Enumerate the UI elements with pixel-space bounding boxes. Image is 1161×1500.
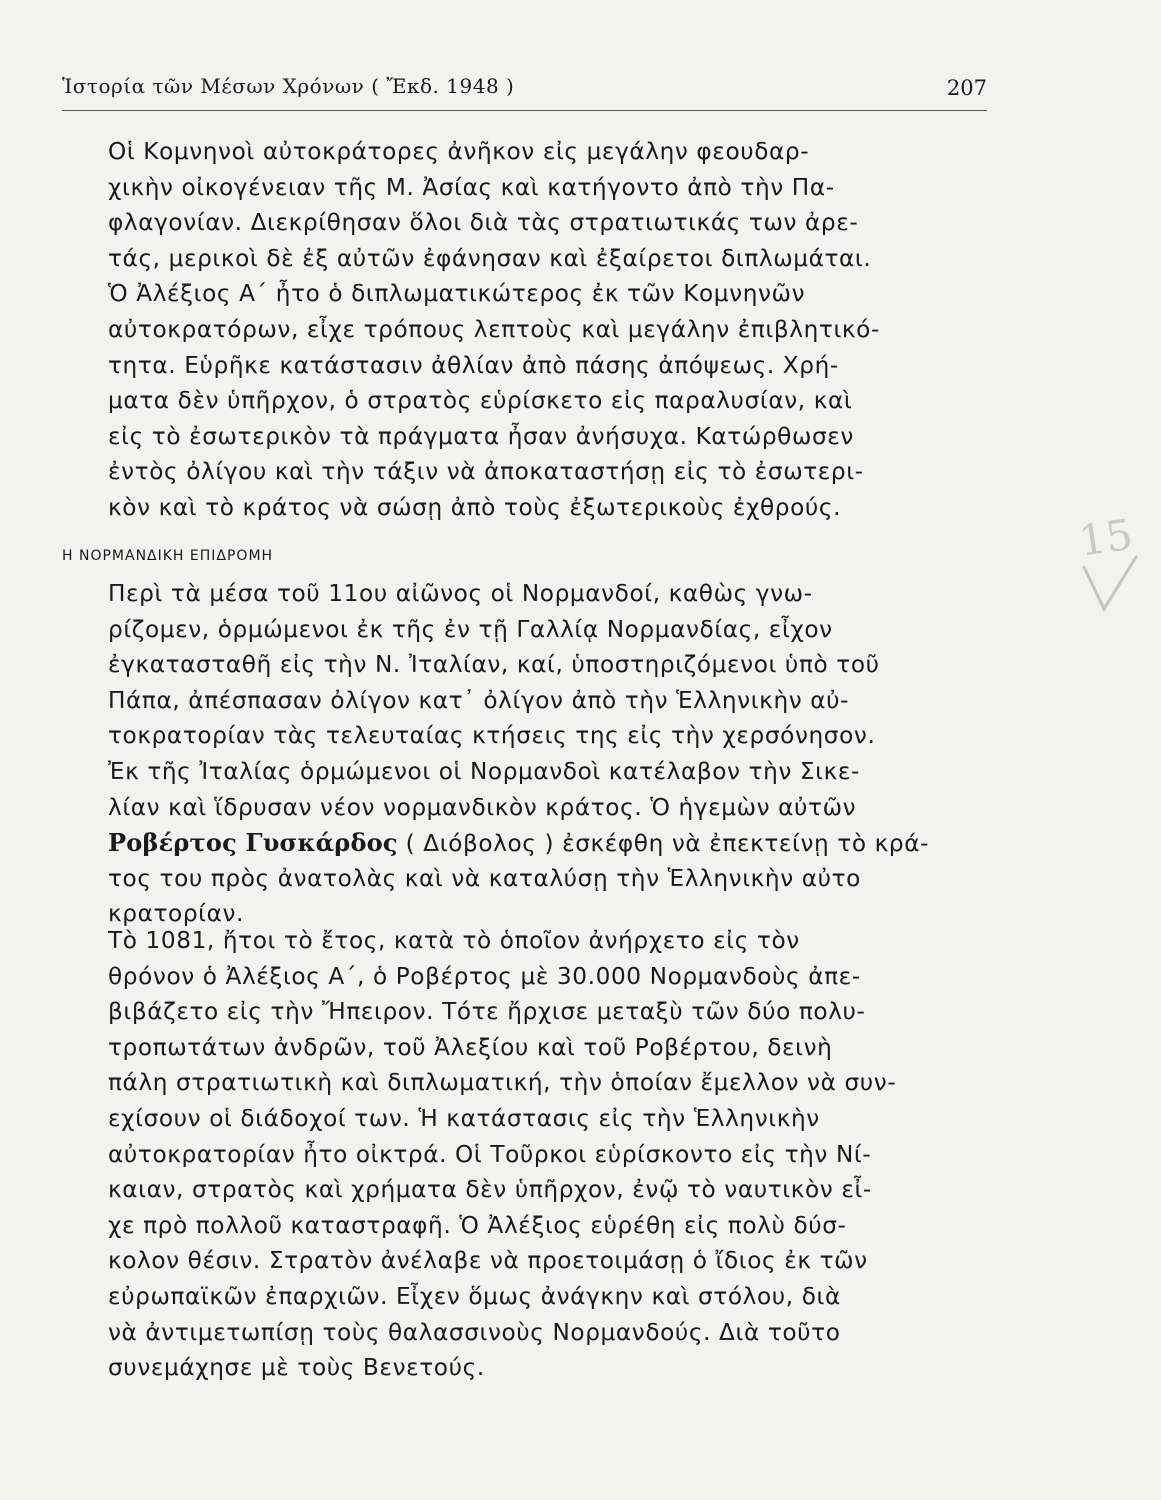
text-line-with-name	[108, 825, 980, 861]
paragraph-normans	[108, 576, 980, 932]
text-line: τος του πρὸς ἀνατολὰς καὶ νὰ καταλύσῃ τὴν Ἑλληνικὴν αὐτο	[108, 864, 861, 892]
text-line: κρατορίαν.	[108, 900, 244, 928]
text-line: τητα. Εὑρῆκε κατάστασιν ἀθλίαν ἀπὸ πάσης ἀπόψεως. Χρή-	[108, 351, 839, 379]
text-line: ἐντὸς ὀλίγου καὶ τὴν τάξιν νὰ ἀποκαταστήσῃ εἰς τὸ ἐσωτερι-	[108, 458, 864, 486]
text-line: συνεμάχησε μὲ τοὺς Βενετούς.	[108, 1354, 485, 1382]
text-span: ( Διόβολος ) ἐσκέφθη νὰ ἐπεκτείνῃ τὸ κρά-	[397, 830, 930, 858]
text-line: εὐρωπαϊκῶν ἐπαρχιῶν. Εἶχεν ὅμως ἀνάγκην καὶ στόλου, διὰ	[108, 1282, 841, 1310]
text-line: ρίζομεν, ὁρμώμενοι ἐκ τῆς ἐν τῇ Γαλλίᾳ Νορμανδίας, εἶχον	[108, 615, 833, 643]
text-line: χικὴν οἰκογένειαν τῆς Μ. Ἀσίας καὶ κατήγοντο ἀπὸ τὴν Πα-	[108, 173, 835, 201]
text-line: αὐτοκρατορίαν ἦτο οἰκτρά. Οἱ Τοῦρκοι εὑρίσκοντο εἰς τὴν Νί-	[108, 1140, 872, 1168]
paragraph-1081	[108, 923, 980, 1386]
text-line: τάς, μερικοὶ δὲ ἐξ αὐτῶν ἐφάνησαν καὶ ἐξαίρετοι διπλωμάται.	[108, 244, 872, 272]
text-line: κολον θέσιν. Στρατὸν ἀνέλαβε νὰ προετοιμάσῃ ὁ ἴδιος ἐκ τῶν	[108, 1247, 868, 1275]
text-line: τροπωτάτων ἀνδρῶν, τοῦ Ἀλεξίου καὶ τοῦ Ροβέρτου, δεινὴ	[108, 1033, 833, 1061]
section-heading: Η ΝΟΡΜΑΝΔΙΚΗ ΕΠΙΔΡΟΜΗ	[62, 548, 274, 564]
header-rule	[62, 110, 987, 111]
bold-name: Ροβέρτος Γυσκάρδος	[108, 828, 398, 858]
text-line: Ὁ Ἀλέξιος Α΄ ἦτο ὁ διπλωματικώτερος ἐκ τῶν Κομνηνῶν	[108, 280, 806, 308]
text-line: φλαγονίαν. Διεκρίθησαν ὅλοι διὰ τὰς στρατιωτικάς των ἀρε-	[108, 209, 859, 237]
running-title: Ἱστορία τῶν Μέσων Χρόνων ( Ἔκδ. 1948 )	[62, 74, 515, 98]
text-line: εχίσουν οἱ διάδοχοί των. Ἡ κατάστασις εἰς τὴν Ἑλληνικὴν	[108, 1104, 820, 1132]
check-mark	[1084, 557, 1136, 609]
text-line: Οἱ Κομνηνοὶ αὐτοκράτορες ἀνῆκον εἰς μεγάλην φεουδαρ-	[108, 138, 810, 165]
text-line: κὸν καὶ τὸ κράτος νὰ σώσῃ ἀπὸ τοὺς ἐξωτερικοὺς ἐχθρούς.	[108, 493, 842, 521]
text-line: Τὸ 1081, ἤτοι τὸ ἔτος, κατὰ τὸ ὁποῖον ἀνήρχετο εἰς τὸν	[108, 927, 800, 954]
text-line: νὰ ἀντιμετωπίσῃ τοὺς θαλασσινοὺς Νορμανδούς. Διὰ τοῦτο	[108, 1318, 841, 1346]
text-line: Πάπα, ἀπέσπασαν ὀλίγον κατ᾽ ὀλίγον ἀπὸ τὴν Ἑλληνικὴν αὐ-	[108, 686, 850, 714]
text-line: ματα δὲν ὑπῆρχον, ὁ στρατὸς εὑρίσκετο εἰς παραλυσίαν, καὶ	[108, 387, 853, 415]
paragraph-komnenoi	[108, 134, 980, 526]
page-number: 207	[946, 76, 987, 100]
text-line: Ἐκ τῆς Ἰταλίας ὁρμώμενοι οἱ Νορμανδοὶ κατέλαβον τὴν Σικε-	[108, 757, 860, 785]
text-line: θρόνον ὁ Ἀλέξιος Α΄, ὁ Ροβέρτος μὲ 30.000 Νορμανδοὺς ἀπε-	[108, 962, 861, 990]
text-line: βιβάζετο εἰς τὴν Ἤπειρον. Τότε ἤρχισε μεταξὺ τῶν δύο πολυ-	[108, 998, 866, 1026]
margin-note	[1070, 505, 1150, 615]
text-line: τοκρατορίαν τὰς τελευταίας κτήσεις της εἰς τὴν χερσόνησον.	[108, 722, 876, 750]
text-line: χε πρὸ πολλοῦ καταστραφῆ. Ὁ Ἀλέξιος εὑρέθη εἰς πολὺ δύσ-	[108, 1211, 847, 1239]
margin-number: 15	[1075, 509, 1136, 566]
text-line: εἰς τὸ ἐσωτερικὸν τὰ πράγματα ἦσαν ἀνήσυχα. Κατώρθωσεν	[108, 422, 854, 450]
handwritten-mark-icon	[1070, 505, 1150, 615]
text-line: λίαν καὶ ἵδρυσαν νέον νορμανδικὸν κράτος. Ὁ ἡγεμὼν αὐτῶν	[108, 793, 857, 821]
text-line: Περὶ τὰ μέσα τοῦ 11ου αἰῶνος οἱ Νορμανδοί, καθὼς γνω-	[108, 580, 813, 607]
text-line: καιαν, στρατὸς καὶ χρήματα δὲν ὑπῆρχον, ἐνῷ τὸ ναυτικὸν εἶ-	[108, 1176, 872, 1204]
text-line: ἐγκατασταθῆ εἰς τὴν Ν. Ἰταλίαν, καί, ὑποστηριζόμενοι ὑπὸ τοῦ	[108, 651, 880, 679]
text-line: αὐτοκρατόρων, εἶχε τρόπους λεπτοὺς καὶ μεγάλην ἐπιβλητικό-	[108, 315, 880, 343]
running-head	[62, 70, 987, 104]
text-line: πάλη στρατιωτικὴ καὶ διπλωματική, τὴν ὁποίαν ἔμελλον νὰ συν-	[108, 1069, 897, 1097]
